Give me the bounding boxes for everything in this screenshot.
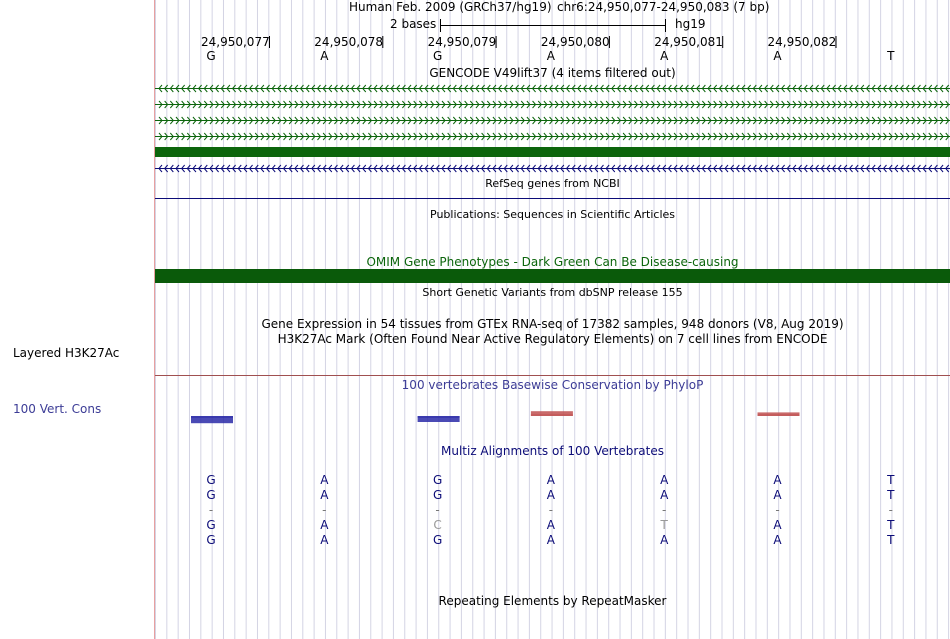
alignment-base: A <box>320 518 329 532</box>
alignment-base: - <box>888 503 893 517</box>
position-readout: chr6:24,950,077-24,950,083 (7 bp) <box>557 0 770 14</box>
refseq-track-title: RefSeq genes from NCBI <box>485 177 620 190</box>
alignment-base: A <box>320 488 329 502</box>
publications-track-title: Publications: Sequences in Scientific Articles <box>430 208 675 221</box>
track-label-pane <box>0 0 154 639</box>
alignment-base: A <box>773 518 782 532</box>
alignment-base: G <box>432 533 443 547</box>
alignment-base: T <box>887 533 895 547</box>
track-image-pane[interactable] <box>155 0 950 639</box>
ruler-base: A <box>546 49 555 63</box>
phylop-bar <box>531 411 573 416</box>
ruler-base: A <box>660 49 669 63</box>
phylop-bar <box>418 416 460 422</box>
alignment-base: A <box>320 473 329 487</box>
gtex-track-title: Gene Expression in 54 tissues from GTEx RNA-seq of 17382 samples, 948 donors (V8, Aug 2019) <box>261 317 844 331</box>
alignment-base: G <box>206 473 216 487</box>
alignment-base: - <box>435 503 440 517</box>
alignment-base: G <box>432 473 443 487</box>
gene-feature-0[interactable] <box>155 85 950 92</box>
alignment-base: A <box>546 473 555 487</box>
alignment-base: A <box>660 473 669 487</box>
refseq-feature[interactable] <box>155 192 950 204</box>
alignment-base: T <box>660 518 668 532</box>
gene-feature-1[interactable] <box>155 101 950 108</box>
alignment-base: A <box>660 533 669 547</box>
alignment-base: A <box>660 488 669 502</box>
alignment-base: A <box>546 533 555 547</box>
scale-db-text: hg19 <box>675 17 706 31</box>
ruler-base: G <box>432 49 443 63</box>
alignment-base: C <box>433 518 442 532</box>
ruler-coordinate: 24,950,081 <box>654 35 723 49</box>
alignment-base: A <box>546 518 555 532</box>
alignment-base: A <box>773 488 782 502</box>
gene-feature-2[interactable] <box>155 117 950 124</box>
ruler-coordinate: 24,950,077 <box>201 35 270 49</box>
ruler-coordinate: 24,950,079 <box>427 35 497 49</box>
alignment-base: T <box>887 488 895 502</box>
alignment-base: - <box>548 503 554 517</box>
multiz-track-title: Multiz Alignments of 100 Vertebrates <box>440 444 665 458</box>
repeatmasker-track-title: Repeating Elements by RepeatMasker <box>438 594 667 608</box>
ruler-base: T <box>887 49 895 63</box>
h3k27ac-label[interactable]: Layered H3K27Ac <box>13 346 120 360</box>
gene-feature-4[interactable] <box>155 147 950 157</box>
dbsnp-track-title: Short Genetic Variants from dbSNP release 155 <box>422 286 683 299</box>
alignment-base: - <box>322 503 327 517</box>
phylop-bar <box>191 416 233 423</box>
gene-feature-3[interactable] <box>155 133 950 140</box>
h3k27ac-track-title: H3K27Ac Mark (Often Found Near Active Regulatory Elements) on 7 cell lines from ENCODE <box>277 332 828 346</box>
alignment-base: T <box>887 518 895 532</box>
ruler-coordinate: 24,950,080 <box>540 35 610 49</box>
ruler-coordinate: 24,950,078 <box>314 35 384 49</box>
ruler-coordinate: 24,950,082 <box>767 35 837 49</box>
ruler-base: A <box>773 49 782 63</box>
alignment-base: - <box>662 503 667 517</box>
ruler-base: A <box>320 49 329 63</box>
alignment-base: A <box>773 473 782 487</box>
scale-bar-text: 2 bases <box>390 17 437 31</box>
alignment-base: - <box>208 503 214 517</box>
alignment-base: A <box>773 533 782 547</box>
omim-feature-bar[interactable] <box>155 269 950 283</box>
phylop-track-title: 100 vertebrates Basewise Conservation by PhyloP <box>401 378 704 392</box>
alignment-base: G <box>206 533 216 547</box>
gencode-track-title: GENCODE V49lift37 (4 items filtered out) <box>429 66 676 80</box>
ruler-base: G <box>206 49 216 63</box>
alignment-base: T <box>887 473 895 487</box>
phylop-bar <box>758 412 800 416</box>
assembly-title: Human Feb. 2009 (GRCh37/hg19) <box>349 0 552 14</box>
alignment-base: G <box>432 488 443 502</box>
alignment-base: G <box>206 488 216 502</box>
gene-feature-5[interactable] <box>155 165 950 172</box>
scale-bar <box>440 19 666 32</box>
alignment-base: A <box>546 488 555 502</box>
omim-track-title: OMIM Gene Phenotypes - Dark Green Can Be Disease-causing <box>366 255 739 269</box>
gencode-features[interactable] <box>155 80 950 176</box>
phylop-label[interactable]: 100 Vert. Cons <box>13 402 102 416</box>
alignment-base: - <box>775 503 780 517</box>
alignment-base: A <box>320 533 329 547</box>
alignment-base: G <box>206 518 216 532</box>
